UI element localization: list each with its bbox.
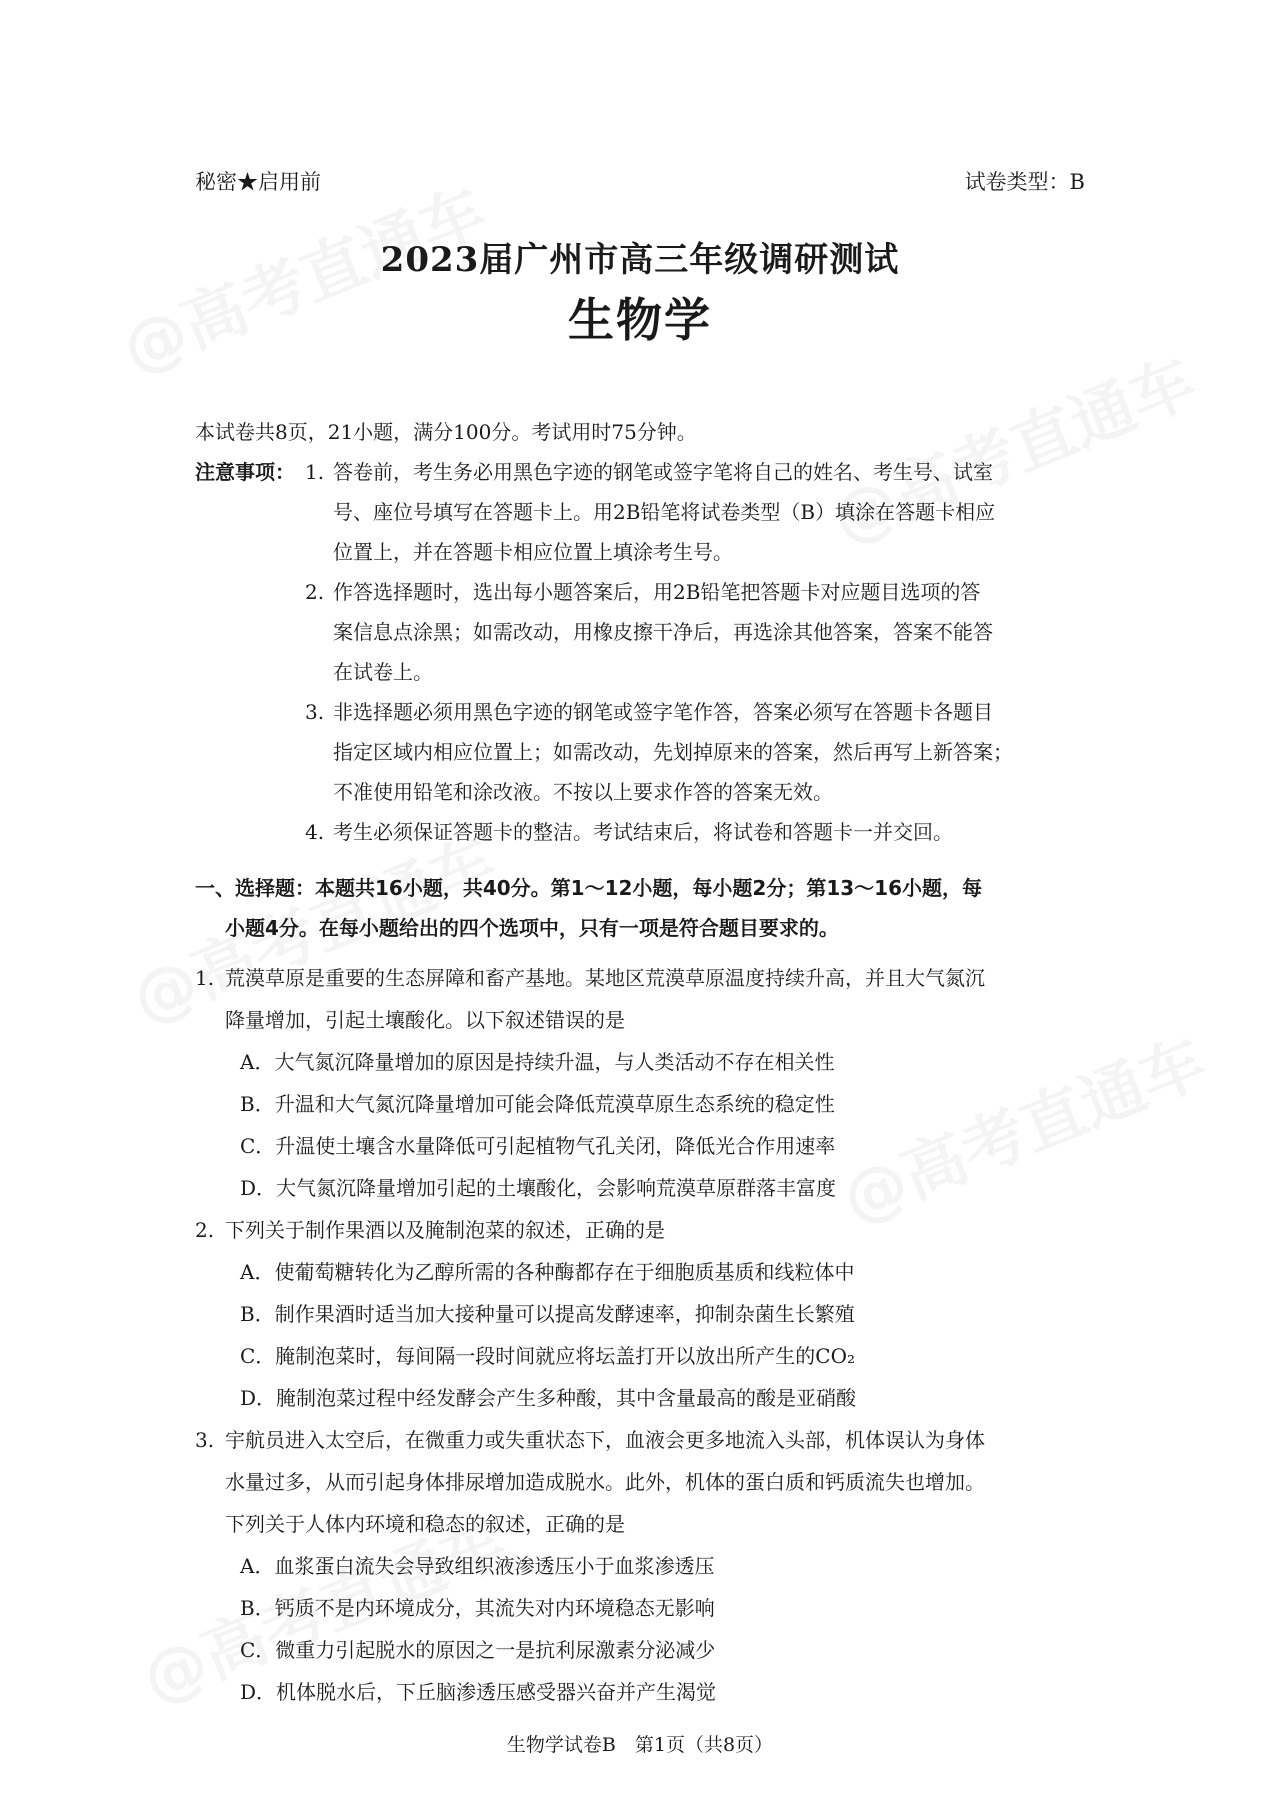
note-number: 4.: [305, 820, 325, 844]
note-line: 号、座位号填写在答题卡上。用2B铅笔将试卷类型（B）填涂在答题卡相应: [333, 500, 996, 524]
note-line: 在试卷上。: [333, 660, 433, 684]
subject-title: 生物学: [568, 293, 712, 347]
note-line: 案信息点涂黑；如需改动，用橡皮擦干净后，再选涂其他答案，答案不能答: [333, 620, 993, 644]
note-line: 不准使用铅笔和涂改液。不按以上要求作答的答案无效。: [333, 780, 833, 804]
note-number: 2.: [305, 580, 325, 604]
option-a: A．使葡萄糖转化为乙醇所需的各种酶都存在于细胞质基质和线粒体中: [240, 1260, 855, 1284]
note-line: 作答选择题时，选出每小题答案后，用2B铅笔把答题卡对应题目选项的答: [333, 580, 981, 604]
question-stem: 水量过多，从而引起身体排尿增加造成脱水。此外，机体的蛋白质和钙质流失也增加。: [225, 1470, 985, 1494]
section-heading-continued: 小题4分。在每小题给出的四个选项中，只有一项是符合题目要求的。: [225, 916, 839, 940]
option-b: B．升温和大气氮沉降量增加可能会降低荒漠草原生态系统的稳定性: [240, 1092, 835, 1116]
paper-type-label: 试卷类型：B: [964, 170, 1085, 194]
option-d: D．机体脱水后，下丘脑渗透压感受器兴奋并产生渴觉: [240, 1680, 717, 1704]
option-c: C．微重力引起脱水的原因之一是抗利尿激素分泌减少: [240, 1638, 716, 1662]
option-a: A．大气氮沉降量增加的原因是持续升温，与人类活动不存在相关性: [240, 1050, 835, 1074]
exam-intro: 本试卷共8页，21小题，满分100分。考试用时75分钟。: [195, 420, 697, 444]
question-number: 3.: [195, 1428, 215, 1452]
option-c: C．升温使土壤含水量降低可引起植物气孔关闭，降低光合作用速率: [240, 1134, 836, 1158]
question-stem: 宇航员进入太空后，在微重力或失重状态下，血液会更多地流入头部，机体误认为身体: [225, 1428, 985, 1452]
question-number: 2.: [195, 1218, 215, 1242]
question-stem: 降量增加，引起土壤酸化。以下叙述错误的是: [225, 1008, 625, 1032]
question-number: 1.: [195, 966, 215, 990]
note-line: 考生必须保证答题卡的整洁。考试结束后，将试卷和答题卡一并交回。: [333, 820, 953, 844]
note-line: 答卷前，考生务必用黑色字迹的钢笔或签字笔将自己的姓名、考生号、试室: [333, 460, 993, 484]
note-line: 指定区域内相应位置上；如需改动，先划掉原来的答案，然后再写上新答案；: [333, 740, 1013, 764]
section-heading: 一、选择题：本题共16小题，共40分。第1～12小题，每小题2分；第13～16小题，每: [195, 876, 982, 900]
option-b: B．制作果酒时适当加大接种量可以提高发酵速率，抑制杂菌生长繁殖: [240, 1302, 855, 1326]
notes-label: 注意事项：: [195, 460, 295, 484]
note-line: 位置上，并在答题卡相应位置上填涂考生号。: [333, 540, 733, 564]
page-footer: 生物学试卷B 第1页（共8页）: [506, 1734, 774, 1756]
note-line: 非选择题必须用黑色字迹的钢笔或签字笔作答，答案必须写在答题卡各题目: [333, 700, 993, 724]
question-stem: 荒漠草原是重要的生态屏障和畜产基地。某地区荒漠草原温度持续升高，并且大气氮沉: [225, 966, 985, 990]
watermark: [827, 1011, 1218, 1240]
exam-title: 2023届广州市高三年级调研测试: [380, 240, 900, 280]
option-d: D．大气氮沉降量增加引起的土壤酸化，会影响荒漠草原群落丰富度: [240, 1176, 837, 1200]
note-number: 1.: [305, 460, 325, 484]
option-c: C．腌制泡菜时，每间隔一段时间就应将坛盖打开以放出所产生的CO₂: [240, 1344, 856, 1368]
question-stem: 下列关于人体内环境和稳态的叙述，正确的是: [225, 1512, 625, 1536]
option-b: B．钙质不是内环境成分，其流失对内环境稳态无影响: [240, 1596, 715, 1620]
confidential-label: 秘密★启用前: [195, 170, 321, 194]
note-number: 3.: [305, 700, 325, 724]
option-d: D．腌制泡菜过程中经发酵会产生多种酸，其中含量最高的酸是亚硝酸: [240, 1386, 857, 1410]
option-a: A．血浆蛋白流失会导致组织液渗透压小于血浆渗透压: [240, 1554, 715, 1578]
question-stem: 下列关于制作果酒以及腌制泡菜的叙述，正确的是: [225, 1218, 665, 1242]
